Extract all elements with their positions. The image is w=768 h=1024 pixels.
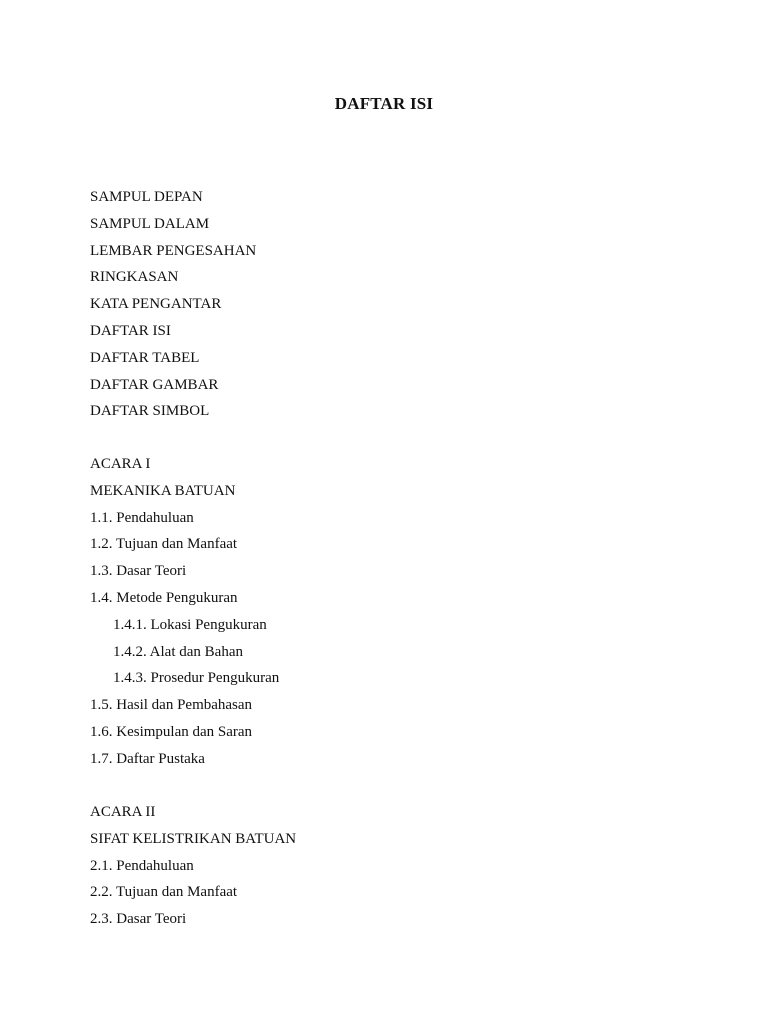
toc-entry: 1.2. Tujuan dan Manfaat — [90, 536, 238, 553]
page-title: DAFTAR ISI — [334, 94, 434, 113]
toc-entry: 2.2. Tujuan dan Manfaat — [90, 884, 238, 901]
toc-entry: 2.1. Pendahuluan — [90, 857, 194, 874]
toc-entry: DAFTAR TABEL — [90, 349, 200, 366]
toc-subentry: 1.4.1. Lokasi Pengukuran — [113, 616, 267, 633]
toc-entry: 1.7. Daftar Pustaka — [90, 750, 205, 767]
toc-entry: DAFTAR SIMBOL — [90, 403, 210, 420]
toc-entry: 1.4. Metode Pengukuran — [90, 589, 238, 606]
toc-entry: 1.1. Pendahuluan — [90, 509, 194, 526]
toc-entry: LEMBAR PENGESAHAN — [90, 242, 257, 259]
toc-subentry: 1.4.3. Prosedur Pengukuran — [113, 670, 280, 687]
toc-entry: 1.3. Dasar Teori — [90, 563, 187, 580]
toc-list — [90, 184, 690, 425]
toc-list — [90, 451, 690, 773]
toc-entry: MEKANIKA BATUAN — [90, 482, 236, 499]
toc-entry: RINGKASAN — [90, 269, 179, 286]
toc-entry: ACARA II — [90, 804, 156, 820]
toc-front-matter — [90, 184, 690, 425]
toc-entry: SAMPUL DALAM — [90, 215, 210, 232]
toc-entry: SAMPUL DEPAN — [90, 189, 203, 205]
toc-entry: KATA PENGANTAR — [90, 296, 222, 313]
toc-entry: DAFTAR ISI — [90, 322, 171, 339]
toc-entry: 1.6. Kesimpulan dan Saran — [90, 723, 253, 740]
toc-entry: ACARA I — [90, 456, 151, 472]
toc-list — [90, 799, 690, 933]
toc-entry: DAFTAR GAMBAR — [90, 376, 219, 393]
toc-entry: 2.3. Dasar Teori — [90, 911, 187, 928]
toc-chapter-1 — [90, 451, 690, 773]
toc-entry: 1.5. Hasil dan Pembahasan — [90, 697, 253, 714]
toc-subentry: 1.4.2. Alat dan Bahan — [113, 643, 243, 660]
toc-chapter-2 — [90, 799, 690, 933]
toc-entry: SIFAT KELISTRIKAN BATUAN — [90, 830, 297, 847]
